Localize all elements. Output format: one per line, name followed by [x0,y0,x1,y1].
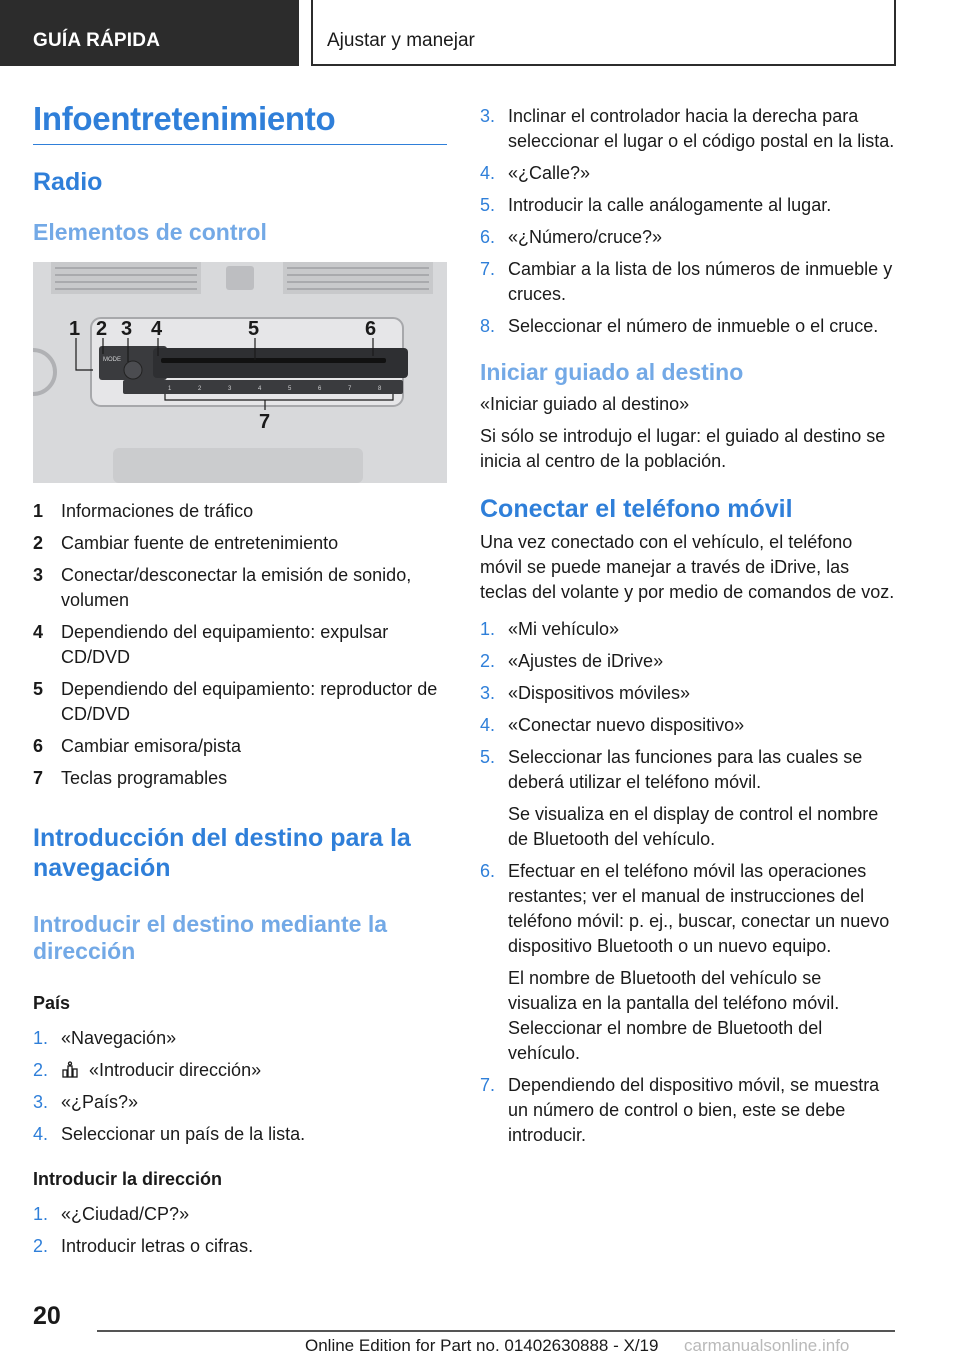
footer-divider [97,1330,895,1332]
guidance-note: Si sólo se introdujo el lugar: el guiado al destino se inicia al centro de la población. [480,426,886,471]
country-heading: País [33,993,71,1013]
list-item: 1. «Mi vehículo» [480,619,620,639]
controls-heading: Elementos de control [33,219,267,245]
address-heading: Introducir el destino mediante la dirección [33,911,388,964]
nav-heading: Introducción del destino para la navegación [33,824,411,882]
list-item: 7. Dependiendo del dispositivo móvil, se muestra un número de control o bien, este se debe introducir. [480,1075,880,1145]
guidance-heading: Iniciar guiado al destino [480,359,744,385]
radio-panel-illustration [33,262,447,483]
left-column [33,100,447,1259]
figure-label-2: 2 [96,318,108,340]
list-item: 3. «¿País?» [33,1092,139,1112]
address-icon [61,1061,79,1079]
edition-text: Online Edition for Part no. 01402630888 - X/19 [305,1336,659,1355]
list-item: 6. «¿Número/cruce?» [480,227,663,247]
list-item-note: Se visualiza en el display de control el nombre de Bluetooth del vehículo. [508,804,879,849]
country-steps [33,1026,447,1147]
list-item: 5. Seleccionar las funciones para las cuales se deberá utilizar el teléfono móvil. [480,747,863,792]
svg-text:1: 1 [168,386,172,392]
legend-item: 6 Cambiar emisora/pista [33,736,242,756]
address-steps-continued [480,104,895,339]
list-item: 7. Cambiar a la lista de los números de inmueble y cruces. [480,259,893,304]
figure-label-5: 5 [248,318,260,340]
figure-label-4: 4 [151,318,163,340]
list-item: 2. «Ajustes de iDrive» [480,651,664,671]
svg-text:2: 2 [198,386,202,392]
legend-item: 5 Dependiendo del equipamiento: reproductor de CD/DVD [33,679,438,724]
address-steps [33,1202,447,1259]
svg-text:3: 3 [228,386,232,392]
radio-controls-figure [33,262,447,483]
list-item: 3. «Dispositivos móviles» [480,683,691,703]
list-item: 8. Seleccionar el número de inmueble o el cruce. [480,316,879,336]
list-item: 1. «¿Ciudad/CP?» [33,1204,190,1224]
figure-label-6: 6 [365,318,377,340]
list-item: 2. «Introducir dirección» [33,1060,262,1080]
list-item-note: El nombre de Bluetooth del vehículo se visualiza en la pantalla del teléfono móvil. Seleccionar el nombre de Bluetooth del vehículo. [508,968,840,1063]
enter-address-heading: Introducir la dirección [33,1169,223,1189]
phone-intro: Una vez conectado con el vehículo, el teléfono móvil se puede manejar a través de iDrive, las teclas del volante y por medio de comandos de voz. [480,532,895,602]
page-number: 20 [33,1302,61,1330]
svg-text:6: 6 [318,386,322,392]
chapter-title: Ajustar y manejar [311,0,896,66]
list-item: 1. «Navegación» [33,1028,177,1048]
figure-label-3: 3 [121,318,133,340]
guidance-menu-text: «Iniciar guiado al destino» [480,394,690,414]
list-item: 4. Seleccionar un país de la lista. [33,1124,306,1144]
legend-item: 2 Cambiar fuente de entretenimiento [33,533,339,553]
list-item: 6. Efectuar en el teléfono móvil las operaciones restantes; ver el manual de instrucciones del teléfono móvil: p. ej., buscar, conectar un nuevo dispositivo Bluetooth o un nuevo equipo. [480,861,890,956]
right-column [480,104,895,1148]
legend-item: 3 Conectar/desconectar la emisión de sonido, volumen [33,565,412,610]
figure-label-1: 1 [69,318,81,340]
mode-button-label: MODE [103,357,121,363]
list-item: 5. Introducir la calle análogamente al lugar. [480,195,832,215]
phone-steps [480,617,895,1148]
controls-legend [33,499,447,791]
list-item: 2. Introducir letras o cifras. [33,1236,254,1256]
list-item: 4. «¿Calle?» [480,163,591,183]
svg-text:4: 4 [258,386,262,392]
svg-text:7: 7 [348,386,352,392]
page-header [0,0,960,66]
svg-text:5: 5 [288,386,292,392]
figure-label-7: 7 [259,411,271,433]
watermark: carmanualsonline.info [684,1336,850,1355]
svg-text:8: 8 [378,386,382,392]
list-item: 4. «Conectar nuevo dispositivo» [480,715,745,735]
page-title: Infoentretenimiento [33,100,447,145]
legend-item: 7 Teclas programables [33,768,228,788]
legend-item: 4 Dependiendo del equipamiento: expulsar CD/DVD [33,622,389,667]
radio-heading: Radio [33,168,103,196]
section-tab: GUÍA RÁPIDA [0,0,299,66]
list-item: 3. Inclinar el controlador hacia la derecha para seleccionar el lugar o el código postal en la lista. [480,106,895,151]
phone-heading: Conectar el teléfono móvil [480,495,793,523]
legend-item: 1 Informaciones de tráfico [33,501,254,521]
